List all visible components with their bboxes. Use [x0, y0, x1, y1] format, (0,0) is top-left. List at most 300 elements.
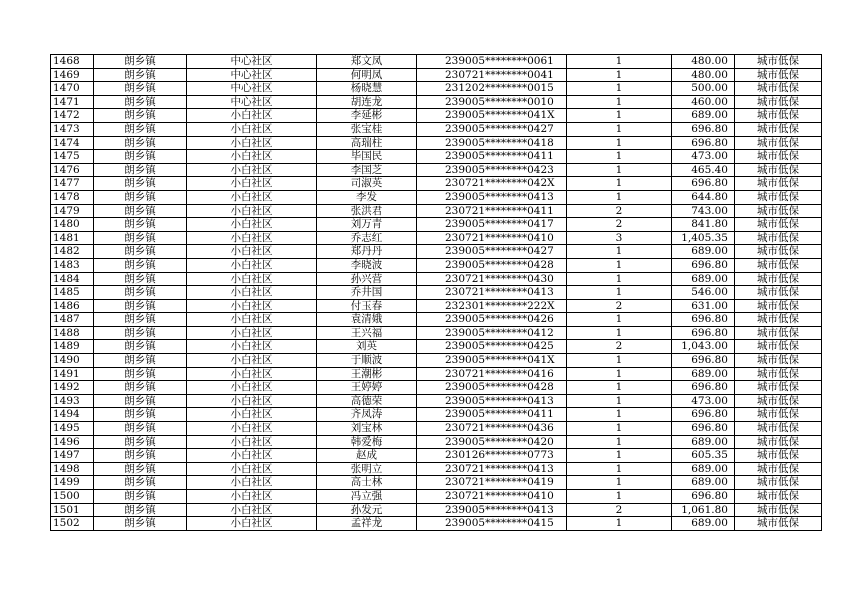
household-count-cell: 2: [567, 218, 672, 232]
id-number-cell: 239005********0427: [417, 245, 567, 259]
id-number-cell: 239005********0413: [417, 394, 567, 408]
id-number-cell: 239005********0425: [417, 340, 567, 354]
name-cell: 孙发元: [317, 503, 417, 517]
assistance-type-cell: 城市低保: [735, 367, 822, 381]
assistance-type-cell: 城市低保: [735, 435, 822, 449]
amount-cell: 696.80: [672, 354, 735, 368]
amount-cell: 689.00: [672, 476, 735, 490]
household-count-cell: 1: [567, 177, 672, 191]
town-cell: 朗乡镇: [94, 435, 187, 449]
row-number-cell: 1471: [51, 95, 94, 109]
id-number-cell: 239005********041X: [417, 109, 567, 123]
id-number-cell: 230721********042X: [417, 177, 567, 191]
community-cell: 中心社区: [187, 55, 317, 69]
assistance-type-cell: 城市低保: [735, 340, 822, 354]
community-cell: 小白社区: [187, 503, 317, 517]
assistance-type-cell: 城市低保: [735, 55, 822, 69]
row-number-cell: 1490: [51, 354, 94, 368]
id-number-cell: 239005********0413: [417, 503, 567, 517]
row-number-cell: 1481: [51, 231, 94, 245]
name-cell: 王兴福: [317, 326, 417, 340]
assistance-type-cell: 城市低保: [735, 82, 822, 96]
id-number-cell: 239005********0417: [417, 218, 567, 232]
assistance-type-cell: 城市低保: [735, 109, 822, 123]
town-cell: 朗乡镇: [94, 490, 187, 504]
town-cell: 朗乡镇: [94, 476, 187, 490]
town-cell: 朗乡镇: [94, 68, 187, 82]
amount-cell: 689.00: [672, 517, 735, 531]
name-cell: 胡连龙: [317, 95, 417, 109]
household-count-cell: 1: [567, 435, 672, 449]
id-number-cell: 239005********0411: [417, 150, 567, 164]
table-row: [51, 68, 822, 82]
community-cell: 小白社区: [187, 394, 317, 408]
id-number-cell: 239005********0418: [417, 136, 567, 150]
household-count-cell: 1: [567, 245, 672, 259]
town-cell: 朗乡镇: [94, 326, 187, 340]
amount-cell: 841.80: [672, 218, 735, 232]
assistance-type-cell: 城市低保: [735, 177, 822, 191]
town-cell: 朗乡镇: [94, 95, 187, 109]
name-cell: 冯立强: [317, 490, 417, 504]
community-cell: 小白社区: [187, 367, 317, 381]
assistance-type-cell: 城市低保: [735, 299, 822, 313]
town-cell: 朗乡镇: [94, 462, 187, 476]
id-number-cell: 239005********0010: [417, 95, 567, 109]
household-count-cell: 1: [567, 95, 672, 109]
town-cell: 朗乡镇: [94, 449, 187, 463]
assistance-type-cell: 城市低保: [735, 422, 822, 436]
town-cell: 朗乡镇: [94, 245, 187, 259]
row-number-cell: 1498: [51, 462, 94, 476]
row-number-cell: 1476: [51, 163, 94, 177]
town-cell: 朗乡镇: [94, 313, 187, 327]
name-cell: 张宝桂: [317, 122, 417, 136]
amount-cell: 1,405.35: [672, 231, 735, 245]
household-count-cell: 1: [567, 68, 672, 82]
name-cell: 孙兴营: [317, 272, 417, 286]
assistance-type-cell: 城市低保: [735, 381, 822, 395]
table-row: [51, 299, 822, 313]
id-number-cell: 239005********0415: [417, 517, 567, 531]
name-cell: 李国芝: [317, 163, 417, 177]
assistance-type-cell: 城市低保: [735, 204, 822, 218]
assistance-type-cell: 城市低保: [735, 408, 822, 422]
assistance-type-cell: 城市低保: [735, 449, 822, 463]
id-number-cell: 230721********0041: [417, 68, 567, 82]
table-row: [51, 150, 822, 164]
household-count-cell: 2: [567, 299, 672, 313]
town-cell: 朗乡镇: [94, 354, 187, 368]
name-cell: 刘万青: [317, 218, 417, 232]
town-cell: 朗乡镇: [94, 517, 187, 531]
row-number-cell: 1477: [51, 177, 94, 191]
assistance-type-cell: 城市低保: [735, 272, 822, 286]
name-cell: 毕国民: [317, 150, 417, 164]
community-cell: 小白社区: [187, 462, 317, 476]
amount-cell: 605.35: [672, 449, 735, 463]
town-cell: 朗乡镇: [94, 82, 187, 96]
row-number-cell: 1493: [51, 394, 94, 408]
community-cell: 中心社区: [187, 82, 317, 96]
id-number-cell: 230721********0416: [417, 367, 567, 381]
id-number-cell: 239005********0427: [417, 122, 567, 136]
amount-cell: 689.00: [672, 462, 735, 476]
amount-cell: 696.80: [672, 122, 735, 136]
assistance-type-cell: 城市低保: [735, 490, 822, 504]
row-number-cell: 1492: [51, 381, 94, 395]
assistance-type-cell: 城市低保: [735, 476, 822, 490]
name-cell: 袁清娥: [317, 313, 417, 327]
row-number-cell: 1480: [51, 218, 94, 232]
row-number-cell: 1470: [51, 82, 94, 96]
id-number-cell: 231202********0015: [417, 82, 567, 96]
name-cell: 高士林: [317, 476, 417, 490]
town-cell: 朗乡镇: [94, 204, 187, 218]
community-cell: 小白社区: [187, 190, 317, 204]
assistance-type-cell: 城市低保: [735, 517, 822, 531]
row-number-cell: 1483: [51, 258, 94, 272]
community-cell: 小白社区: [187, 272, 317, 286]
row-number-cell: 1485: [51, 286, 94, 300]
amount-cell: 696.80: [672, 313, 735, 327]
table-row: [51, 462, 822, 476]
table-row: [51, 367, 822, 381]
amount-cell: 473.00: [672, 150, 735, 164]
name-cell: 孟祥龙: [317, 517, 417, 531]
name-cell: 张洪君: [317, 204, 417, 218]
assistance-type-cell: 城市低保: [735, 354, 822, 368]
name-cell: 李延彬: [317, 109, 417, 123]
table-row: [51, 122, 822, 136]
town-cell: 朗乡镇: [94, 163, 187, 177]
community-cell: 小白社区: [187, 490, 317, 504]
assistance-type-cell: 城市低保: [735, 313, 822, 327]
assistance-type-cell: 城市低保: [735, 245, 822, 259]
household-count-cell: 1: [567, 462, 672, 476]
name-cell: 杨晓慧: [317, 82, 417, 96]
town-cell: 朗乡镇: [94, 503, 187, 517]
id-number-cell: 239005********041X: [417, 354, 567, 368]
assistance-type-cell: 城市低保: [735, 122, 822, 136]
assistance-type-cell: 城市低保: [735, 394, 822, 408]
household-count-cell: 3: [567, 231, 672, 245]
amount-cell: 696.80: [672, 177, 735, 191]
id-number-cell: 239005********0423: [417, 163, 567, 177]
assistance-type-cell: 城市低保: [735, 218, 822, 232]
id-number-cell: 230721********0430: [417, 272, 567, 286]
assistance-type-cell: 城市低保: [735, 231, 822, 245]
name-cell: 乔井国: [317, 286, 417, 300]
amount-cell: 696.80: [672, 258, 735, 272]
table-row: [51, 490, 822, 504]
name-cell: 高德荣: [317, 394, 417, 408]
records-table: [50, 54, 822, 531]
table-row: [51, 163, 822, 177]
name-cell: 张明立: [317, 462, 417, 476]
community-cell: 小白社区: [187, 204, 317, 218]
town-cell: 朗乡镇: [94, 231, 187, 245]
table-row: [51, 95, 822, 109]
table-row: [51, 503, 822, 517]
community-cell: 小白社区: [187, 422, 317, 436]
name-cell: 李发: [317, 190, 417, 204]
row-number-cell: 1487: [51, 313, 94, 327]
assistance-type-cell: 城市低保: [735, 258, 822, 272]
table-row: [51, 476, 822, 490]
name-cell: 于顺波: [317, 354, 417, 368]
household-count-cell: 1: [567, 150, 672, 164]
id-number-cell: 239005********0426: [417, 313, 567, 327]
community-cell: 小白社区: [187, 109, 317, 123]
amount-cell: 696.80: [672, 326, 735, 340]
amount-cell: 500.00: [672, 82, 735, 96]
town-cell: 朗乡镇: [94, 109, 187, 123]
community-cell: 中心社区: [187, 95, 317, 109]
community-cell: 小白社区: [187, 354, 317, 368]
table-row: [51, 422, 822, 436]
id-number-cell: 239005********0411: [417, 408, 567, 422]
name-cell: 郑文凤: [317, 55, 417, 69]
amount-cell: 696.80: [672, 422, 735, 436]
table-row: [51, 408, 822, 422]
amount-cell: 480.00: [672, 68, 735, 82]
id-number-cell: 239005********0420: [417, 435, 567, 449]
community-cell: 小白社区: [187, 340, 317, 354]
row-number-cell: 1488: [51, 326, 94, 340]
amount-cell: 644.80: [672, 190, 735, 204]
row-number-cell: 1479: [51, 204, 94, 218]
community-cell: 小白社区: [187, 476, 317, 490]
amount-cell: 465.40: [672, 163, 735, 177]
id-number-cell: 239005********0428: [417, 381, 567, 395]
community-cell: 小白社区: [187, 150, 317, 164]
row-number-cell: 1491: [51, 367, 94, 381]
town-cell: 朗乡镇: [94, 272, 187, 286]
row-number-cell: 1502: [51, 517, 94, 531]
table-row: [51, 313, 822, 327]
town-cell: 朗乡镇: [94, 299, 187, 313]
name-cell: 王潮彬: [317, 367, 417, 381]
town-cell: 朗乡镇: [94, 190, 187, 204]
name-cell: 郑丹丹: [317, 245, 417, 259]
row-number-cell: 1497: [51, 449, 94, 463]
assistance-type-cell: 城市低保: [735, 95, 822, 109]
household-count-cell: 1: [567, 394, 672, 408]
town-cell: 朗乡镇: [94, 340, 187, 354]
table-row: [51, 190, 822, 204]
household-count-cell: 1: [567, 82, 672, 96]
row-number-cell: 1499: [51, 476, 94, 490]
community-cell: 小白社区: [187, 408, 317, 422]
town-cell: 朗乡镇: [94, 286, 187, 300]
amount-cell: 696.80: [672, 136, 735, 150]
household-count-cell: 1: [567, 476, 672, 490]
row-number-cell: 1469: [51, 68, 94, 82]
town-cell: 朗乡镇: [94, 136, 187, 150]
household-count-cell: 1: [567, 286, 672, 300]
row-number-cell: 1500: [51, 490, 94, 504]
row-number-cell: 1496: [51, 435, 94, 449]
name-cell: 刘宝林: [317, 422, 417, 436]
id-number-cell: 239005********0061: [417, 55, 567, 69]
household-count-cell: 1: [567, 326, 672, 340]
household-count-cell: 2: [567, 503, 672, 517]
town-cell: 朗乡镇: [94, 122, 187, 136]
table-row: [51, 258, 822, 272]
community-cell: 中心社区: [187, 68, 317, 82]
town-cell: 朗乡镇: [94, 394, 187, 408]
row-number-cell: 1473: [51, 122, 94, 136]
table-row: [51, 231, 822, 245]
amount-cell: 696.80: [672, 381, 735, 395]
id-number-cell: 230721********0419: [417, 476, 567, 490]
name-cell: 齐凤涛: [317, 408, 417, 422]
id-number-cell: 230721********0410: [417, 490, 567, 504]
household-count-cell: 1: [567, 381, 672, 395]
row-number-cell: 1489: [51, 340, 94, 354]
household-count-cell: 1: [567, 517, 672, 531]
amount-cell: 689.00: [672, 367, 735, 381]
amount-cell: 696.80: [672, 490, 735, 504]
amount-cell: 480.00: [672, 55, 735, 69]
community-cell: 小白社区: [187, 313, 317, 327]
table-body: [51, 55, 822, 531]
household-count-cell: 1: [567, 258, 672, 272]
name-cell: 韩爱梅: [317, 435, 417, 449]
name-cell: 何明凤: [317, 68, 417, 82]
table-row: [51, 326, 822, 340]
name-cell: 司淑英: [317, 177, 417, 191]
table-row: [51, 340, 822, 354]
name-cell: 王婷婷: [317, 381, 417, 395]
community-cell: 小白社区: [187, 326, 317, 340]
community-cell: 小白社区: [187, 435, 317, 449]
household-count-cell: 1: [567, 490, 672, 504]
table-row: [51, 218, 822, 232]
town-cell: 朗乡镇: [94, 218, 187, 232]
table-row: [51, 245, 822, 259]
id-number-cell: 230721********0410: [417, 231, 567, 245]
table-row: [51, 381, 822, 395]
name-cell: 李晓波: [317, 258, 417, 272]
id-number-cell: 230126********0773: [417, 449, 567, 463]
amount-cell: 460.00: [672, 95, 735, 109]
table-row: [51, 177, 822, 191]
household-count-cell: 1: [567, 163, 672, 177]
row-number-cell: 1494: [51, 408, 94, 422]
amount-cell: 689.00: [672, 245, 735, 259]
table-row: [51, 435, 822, 449]
row-number-cell: 1474: [51, 136, 94, 150]
community-cell: 小白社区: [187, 177, 317, 191]
community-cell: 小白社区: [187, 286, 317, 300]
amount-cell: 1,043.00: [672, 340, 735, 354]
amount-cell: 631.00: [672, 299, 735, 313]
town-cell: 朗乡镇: [94, 408, 187, 422]
assistance-type-cell: 城市低保: [735, 68, 822, 82]
amount-cell: 689.00: [672, 109, 735, 123]
household-count-cell: 1: [567, 136, 672, 150]
community-cell: 小白社区: [187, 218, 317, 232]
table-row: [51, 354, 822, 368]
id-number-cell: 230721********0411: [417, 204, 567, 218]
household-count-cell: 2: [567, 340, 672, 354]
amount-cell: 689.00: [672, 435, 735, 449]
assistance-type-cell: 城市低保: [735, 150, 822, 164]
community-cell: 小白社区: [187, 122, 317, 136]
name-cell: 高瑞柱: [317, 136, 417, 150]
household-count-cell: 1: [567, 367, 672, 381]
table-row: [51, 109, 822, 123]
table-row: [51, 394, 822, 408]
assistance-type-cell: 城市低保: [735, 286, 822, 300]
table-row: [51, 449, 822, 463]
household-count-cell: 1: [567, 109, 672, 123]
table-row: [51, 55, 822, 69]
table-row: [51, 286, 822, 300]
row-number-cell: 1484: [51, 272, 94, 286]
town-cell: 朗乡镇: [94, 258, 187, 272]
table-row: [51, 272, 822, 286]
row-number-cell: 1495: [51, 422, 94, 436]
id-number-cell: 230721********0436: [417, 422, 567, 436]
amount-cell: 689.00: [672, 272, 735, 286]
name-cell: 刘英: [317, 340, 417, 354]
name-cell: 付玉春: [317, 299, 417, 313]
assistance-type-cell: 城市低保: [735, 190, 822, 204]
town-cell: 朗乡镇: [94, 55, 187, 69]
household-count-cell: 1: [567, 354, 672, 368]
assistance-type-cell: 城市低保: [735, 503, 822, 517]
community-cell: 小白社区: [187, 381, 317, 395]
row-number-cell: 1482: [51, 245, 94, 259]
id-number-cell: 239005********0413: [417, 190, 567, 204]
town-cell: 朗乡镇: [94, 422, 187, 436]
town-cell: 朗乡镇: [94, 177, 187, 191]
household-count-cell: 2: [567, 204, 672, 218]
household-count-cell: 1: [567, 190, 672, 204]
community-cell: 小白社区: [187, 163, 317, 177]
id-number-cell: 239005********0428: [417, 258, 567, 272]
community-cell: 小白社区: [187, 299, 317, 313]
community-cell: 小白社区: [187, 136, 317, 150]
amount-cell: 743.00: [672, 204, 735, 218]
household-count-cell: 1: [567, 449, 672, 463]
community-cell: 小白社区: [187, 517, 317, 531]
table-row: [51, 82, 822, 96]
town-cell: 朗乡镇: [94, 150, 187, 164]
name-cell: 赵成: [317, 449, 417, 463]
household-count-cell: 1: [567, 272, 672, 286]
id-number-cell: 232301********222X: [417, 299, 567, 313]
community-cell: 小白社区: [187, 449, 317, 463]
row-number-cell: 1501: [51, 503, 94, 517]
row-number-cell: 1475: [51, 150, 94, 164]
table-row: [51, 204, 822, 218]
community-cell: 小白社区: [187, 258, 317, 272]
amount-cell: 696.80: [672, 408, 735, 422]
row-number-cell: 1478: [51, 190, 94, 204]
row-number-cell: 1468: [51, 55, 94, 69]
assistance-type-cell: 城市低保: [735, 163, 822, 177]
id-number-cell: 230721********0413: [417, 286, 567, 300]
household-count-cell: 1: [567, 408, 672, 422]
assistance-type-cell: 城市低保: [735, 326, 822, 340]
name-cell: 乔志红: [317, 231, 417, 245]
community-cell: 小白社区: [187, 231, 317, 245]
row-number-cell: 1472: [51, 109, 94, 123]
